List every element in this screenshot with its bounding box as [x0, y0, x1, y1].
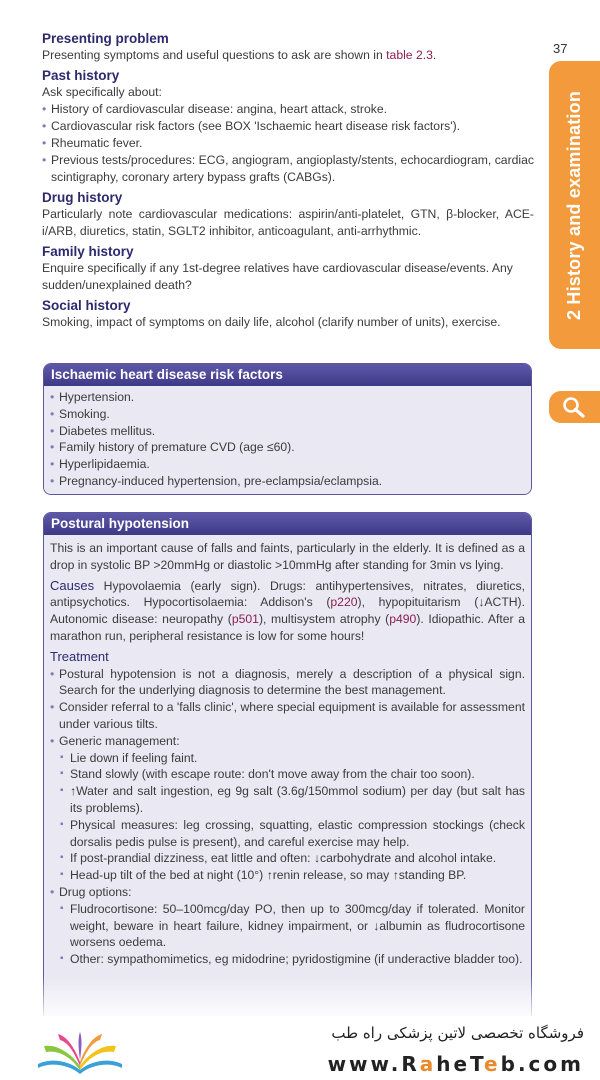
- section-heading: Past history: [42, 68, 120, 83]
- intro-paragraph: This is an important cause of falls and faints, particularly in the elderly. It is defined as a drop in systolic BP >20mmHg or diastolic >10mmHg after standing for 3min vs lying.: [50, 541, 525, 572]
- drug-history-section: [42, 189, 534, 240]
- sub-list-item: ▪ ↑Water and salt ingestion, eg 9g salt (3.6g/150mmol sodium) per day (but salt has its problems).: [50, 783, 525, 817]
- list-item: • Hypertension.: [50, 389, 525, 406]
- open-book-logo-icon: [30, 1030, 130, 1078]
- past-history-section: [42, 67, 534, 186]
- list-item: • Hyperlipidaemia.: [50, 456, 525, 473]
- list-item: • Postural hypotension is not a diagnosis, merely a description of a physical sign. Search for the underlying diagnosis to determine the best management.: [50, 666, 525, 700]
- section-heading: Family history: [42, 244, 134, 259]
- search-tab[interactable]: [549, 391, 600, 423]
- magnifier-icon: [561, 395, 589, 419]
- sub-list-item: ▪ Lie down if feeling faint.: [50, 750, 525, 767]
- section-text: Smoking, impact of symptoms on daily life, alcohol (clarify number of units), exercise.: [42, 315, 501, 329]
- list-item: • Drug options:: [50, 884, 525, 901]
- main-content: [42, 30, 534, 331]
- page-link[interactable]: p501: [231, 612, 259, 627]
- family-history-section: [42, 243, 534, 294]
- page-link[interactable]: p220: [330, 595, 358, 610]
- table-link[interactable]: table 2.3: [386, 48, 433, 62]
- list-item: • Generic management:: [50, 733, 525, 750]
- list-item: • Rheumatic fever.: [42, 135, 534, 152]
- page-number: 37: [553, 41, 568, 56]
- chapter-tab-label: 2 History and examination: [564, 90, 584, 320]
- postural-hypotension-box: [43, 512, 532, 1032]
- sub-list-item: ▪ Fludrocortisone: 50–100mcg/day PO, then up to 300mcg/day if tolerated. Monitor weight, beware in heart failure, kidney impairment, or ↓albumin as fludrocortisone worsens oedema.: [50, 901, 525, 951]
- list-item: • Cardiovascular risk factors (see BOX 'Ischaemic heart disease risk factors').: [42, 118, 534, 135]
- sub-list-item: ▪ Other: sympathomimetics, eg midodrine; pyridostigmine (if underactive bladder too).: [50, 951, 525, 968]
- store-name: فروشگاه تخصصی لاتین پزشکی راه طب: [331, 1024, 584, 1042]
- section-text: Ask specifically about:: [42, 85, 162, 99]
- treatment-label: Treatment: [50, 648, 109, 664]
- risk-factors-box: [43, 363, 532, 495]
- causes-paragraph: Causes Hypovolaemia (early sign). Drugs: antihypertensives, nitrates, diuretics, antipsychotics. Hypocortisolaemia: Addison's (p220), hypopituitarism (↓ACTH). Autonomic disease: neuropathy (p501), multisystem atrophy (p490). Idiopathic. After a marathon run, peripheral resistance is low for some hours!: [50, 577, 526, 643]
- box-title: Ischaemic heart disease risk factors: [44, 364, 531, 386]
- fade-overlay: [0, 975, 600, 1020]
- list-item: • Family history of premature CVD (age ≤60).: [50, 439, 525, 456]
- section-text: Enquire specifically if any 1st-degree relatives have cardiovascular disease/events. Any sudden/unexplained death?: [42, 261, 513, 292]
- list-item: • Consider referral to a 'falls clinic', where special equipment is available for assessment under various tilts.: [50, 699, 525, 733]
- list-item: • Previous tests/procedures: ECG, angiogram, angioplasty/stents, echocardiogram, cardiac scintigraphy, coronary artery bypass grafts (CABGs).: [42, 152, 534, 186]
- page-link[interactable]: p490: [389, 612, 417, 627]
- social-history-section: [42, 297, 534, 331]
- section-heading: Drug history: [42, 190, 123, 205]
- sub-list-item: ▪ Stand slowly (with escape route: don't move away from the chair too soon).: [50, 766, 525, 783]
- presenting-section: Presenting problem Presenting symptoms and useful questions to ask are shown in table 2.3.: [42, 30, 534, 64]
- watermark-footer: [0, 1016, 600, 1080]
- causes-label: Causes: [50, 577, 95, 593]
- sub-list-item: ▪ Head-up tilt of the bed at night (10°) ↑renin release, so may ↑standing BP.: [50, 867, 525, 884]
- list-item: • Smoking.: [50, 406, 525, 423]
- list-item: • Pregnancy-induced hypertension, pre-eclampsia/eclampsia.: [50, 473, 525, 490]
- section-heading: Social history: [42, 298, 131, 313]
- section-text: Presenting symptoms and useful questions to ask are shown in: [42, 48, 387, 62]
- store-url[interactable]: www.RaheTeb.com: [327, 1052, 584, 1076]
- section-heading: Presenting problem: [42, 31, 169, 46]
- box-title: Postural hypotension: [44, 513, 531, 535]
- chapter-tab[interactable]: [549, 61, 600, 349]
- list-item: • Diabetes mellitus.: [50, 423, 525, 440]
- section-text: Particularly note cardiovascular medications: aspirin/anti-platelet, GTN, β-blocker, ACE-i/ARB, diuretics, statin, SGLT2 inhibitor, anticoagulant, anti-arrhythmic.: [42, 207, 534, 238]
- sub-list-item: ▪ Physical measures: leg crossing, squatting, elastic compression stockings (check dorsalis pedis pulse is present), and careful exercise may help.: [50, 817, 525, 851]
- sub-list-item: ▪ If post-prandial dizziness, eat little and often: ↓carbohydrate and alcohol intake.: [50, 850, 525, 867]
- list-item: • History of cardiovascular disease: angina, heart attack, stroke.: [42, 101, 534, 118]
